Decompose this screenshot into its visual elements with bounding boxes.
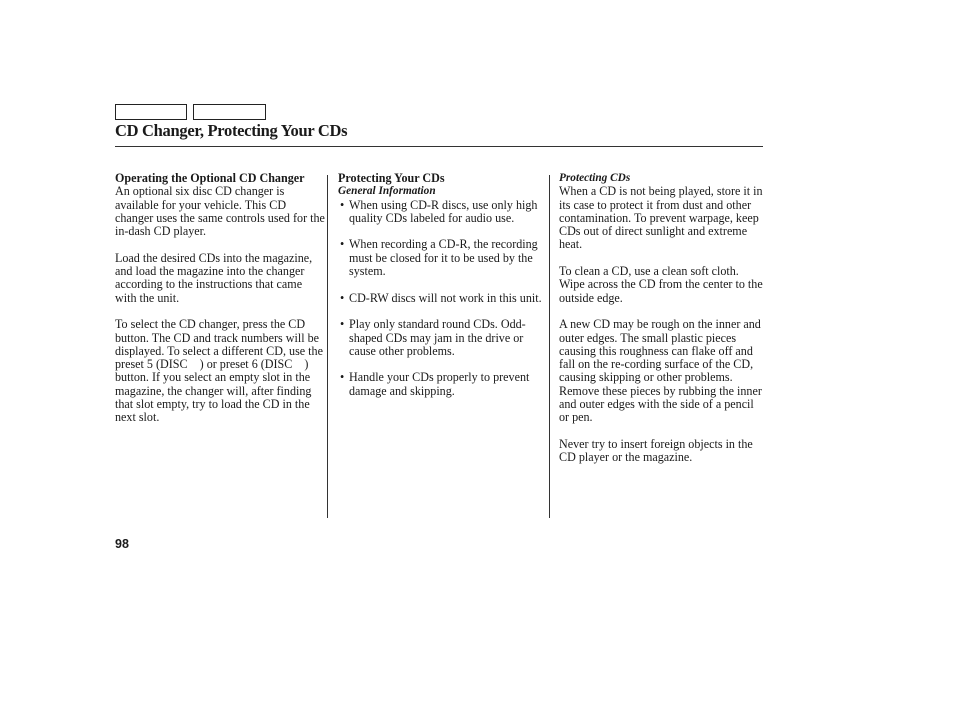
page-number: 98 — [115, 537, 129, 551]
nav-tab-box-1[interactable] — [115, 104, 187, 120]
bullet-list — [338, 199, 543, 398]
paragraph: An optional six disc CD changer is available for your vehicle. This CD changer uses the same controls used for the in-dash CD player. — [115, 184, 325, 239]
paragraph: When a CD is not being played, store it in its case to protect it from dust and other contamination. To prevent warpage, keep CDs out of direct sunlight and extreme heat. — [559, 184, 763, 252]
paragraph: To select the CD changer, press the CD button. The CD and track numbers will be displayed. To select a different CD, use the preset 5 (DISC ) or preset 6 (DISC ) button. If you select an empty slot in the magazine, the changer will, after finding that slot empty, try to load the CD in the next slot. — [115, 317, 323, 425]
column-divider-1 — [327, 175, 328, 518]
paragraph: Never try to insert foreign objects in the CD player or the magazine. — [559, 436, 753, 465]
page-title: CD Changer, Protecting Your CDs — [115, 121, 348, 140]
subheading-protecting-cds: Protecting CDs — [559, 172, 631, 184]
list-item: • CD-RW discs will not work in this unit. — [338, 292, 543, 305]
list-item: • Handle your CDs properly to prevent damage and skipping. — [338, 371, 543, 398]
column-divider-2 — [549, 175, 550, 518]
paragraph: To clean a CD, use a clean soft cloth. Wipe across the CD from the center to the outside edge. — [559, 264, 763, 305]
subheading-general-info: General Information — [338, 185, 436, 198]
paragraph: Load the desired CDs into the magazine, and load the magazine into the changer according to the instructions that came with the unit. — [115, 250, 313, 305]
column-protecting-cds — [559, 172, 764, 478]
list-item: • When using CD-R discs, use only high quality CDs labeled for audio use. — [338, 199, 543, 226]
column-protecting — [338, 172, 543, 411]
list-item: • When recording a CD-R, the recording must be closed for it to be used by the system. — [338, 238, 543, 278]
paragraph: A new CD may be rough on the inner and outer edges. The small plastic pieces causing this roughness can flake off and fall on the re-cording surface of the CD, causing skipping or other problems. Remove these pieces by rubbing the inner and outer edges with the side of a pencil or pen. — [559, 317, 762, 425]
list-item: • Play only standard round CDs. Odd-shaped CDs may jam in the drive or cause other problems. — [338, 318, 543, 358]
section-heading-changer: Operating the Optional CD Changer — [115, 171, 305, 185]
nav-tab-box-2[interactable] — [193, 104, 266, 120]
column-changer — [115, 172, 325, 438]
title-rule — [115, 146, 763, 147]
section-heading-protecting: Protecting Your CDs — [338, 171, 445, 185]
